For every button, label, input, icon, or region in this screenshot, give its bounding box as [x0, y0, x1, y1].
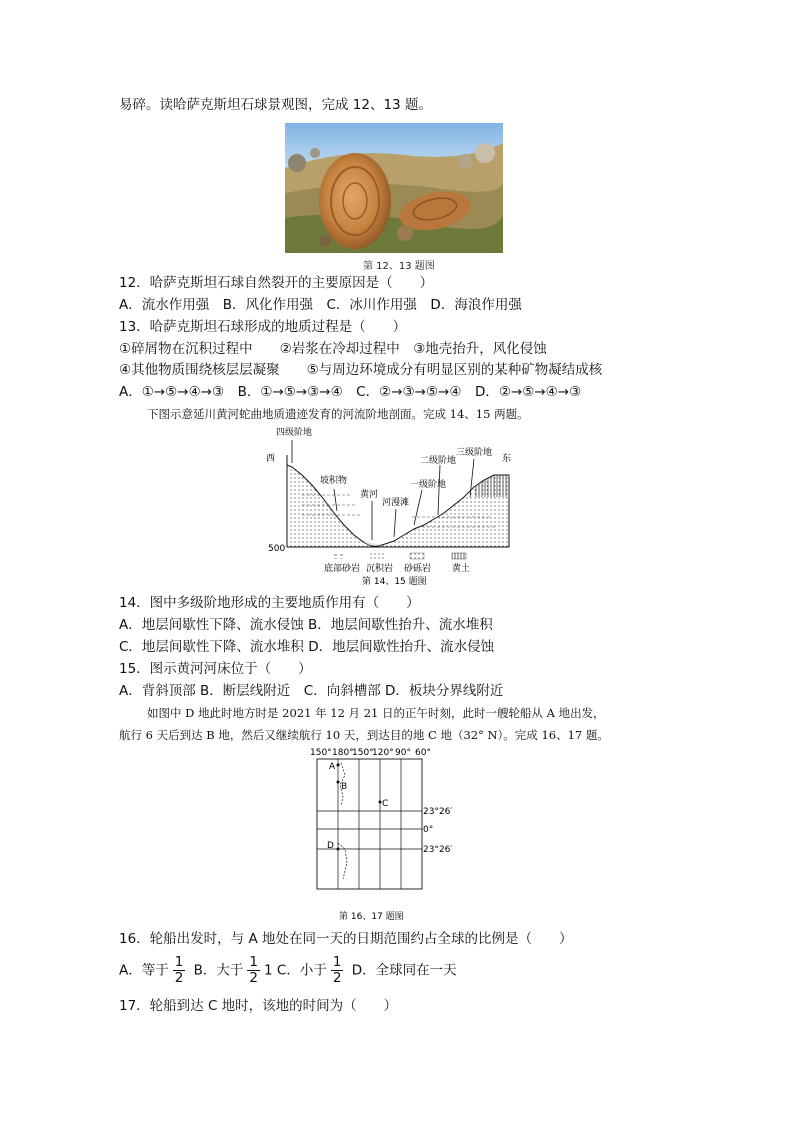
legend-label-2: 沉积岩	[366, 564, 394, 574]
q13-stem: 13．哈萨克斯坦石球形成的地质过程是（ ）	[119, 319, 407, 335]
label-west: 西	[266, 454, 276, 464]
label-east: 东	[502, 454, 512, 464]
fraction-half-a: $\frac{1}{2}$	[174, 954, 184, 986]
legend-swatch-4	[452, 553, 466, 559]
q16-option-d: D．全球同在一天	[351, 962, 457, 979]
label-b: B	[341, 782, 348, 792]
q16-options	[119, 955, 457, 986]
q15-stem: 15．图示黄河河床位于（ ）	[119, 661, 312, 677]
lon-label-2: 150°	[352, 748, 374, 758]
q16-option-b: B．大于	[193, 962, 244, 979]
label-slope: 坡积物	[320, 476, 348, 486]
lat-label-2: 23°26′	[423, 845, 453, 855]
q12-stem: 12．哈萨克斯坦石球自然裂开的主要原因是（ ）	[119, 275, 434, 291]
intro-16-17-line2: 航行 6 天后到达 B 地，然后又继续航行 10 天，到达目的地 C 地（32° N）。完成 16、17 题。	[119, 728, 609, 742]
label-a: A	[329, 762, 336, 772]
lon-label-0: 150°	[310, 748, 332, 758]
q14-stem: 14．图中多级阶地形成的主要地质作用有（ ）	[119, 595, 420, 611]
lon-label-4: 90°	[395, 748, 411, 758]
label-d: D	[327, 841, 334, 851]
arrow-floodplain	[394, 509, 396, 537]
label-t3: 三级阶地	[456, 448, 493, 458]
q17-stem: 17．轮船到达 C 地时，该地的时间为（ ）	[119, 998, 398, 1014]
legend-swatch-3	[410, 553, 424, 559]
map-caption: 第 16、17 题图	[339, 912, 404, 922]
q13-options: A．①→⑤→④→③ B．①→⑤→③→④ C．②→③→⑤→④ D．②→⑤→④→③	[119, 384, 582, 400]
lon-label-3: 120°	[372, 748, 394, 758]
fraction-half-c: $\frac{1}{2}$	[332, 954, 342, 986]
arrow-t2	[438, 465, 440, 515]
legend-swatch-2	[370, 553, 384, 559]
arrow-t1	[414, 490, 422, 525]
arrow-slope	[334, 489, 337, 511]
lon-label-5: 60°	[415, 748, 431, 758]
q16-stem: 16．轮船出发时，与 A 地处在同一天的日期范围约占全球的比例是（ ）	[119, 931, 573, 947]
legend-swatch-1	[332, 553, 346, 559]
legend-label-1: 底部砂岩	[324, 564, 361, 574]
label-t1: 一级阶地	[410, 480, 447, 490]
q13-items-1: ①碎屑物在沉积过程中 ②岩浆在冷却过程中 ③地壳抬升，风化侵蚀	[119, 341, 547, 357]
terrace-profile-diagram	[262, 425, 524, 587]
label-floodplain: 河漫滩	[382, 498, 410, 508]
q13-items-2: ④其他物质围绕核层层凝聚 ⑤与周边环境成分有明显区别的某种矿物凝结成核	[119, 362, 603, 378]
lat-label-0: 0°	[423, 825, 434, 835]
q16-option-b-tail: 1	[264, 962, 273, 979]
profile-caption: 第 14、15 题图	[362, 577, 427, 587]
route-grid-map	[305, 745, 455, 925]
fraction-half-b: $\frac{1}{2}$	[249, 954, 258, 986]
stone-ball-photo	[285, 123, 503, 253]
legend-label-3: 砂砾岩	[404, 564, 432, 574]
point-d	[337, 848, 340, 851]
label-t4: 四级阶地	[276, 428, 313, 438]
label-c: C	[382, 799, 389, 809]
legend-label-4: 黄土	[452, 564, 471, 574]
label-elevation: 500	[268, 544, 286, 554]
point-b	[337, 781, 340, 784]
loess-layer	[474, 475, 509, 497]
point-a	[337, 764, 340, 767]
lon-label-1: 180°	[332, 748, 354, 758]
intro-14-15: 下图示意延川黄河蛇曲地质遗迹发育的河流阶地剖面。完成 14、15 两题。	[147, 407, 529, 421]
photo-caption: 第 12、13 题图	[363, 261, 435, 272]
q16-option-a: A．等于	[119, 962, 169, 979]
lat-label-1: 23°26′	[423, 807, 453, 817]
q15-options: A．背斜顶部 B．断层线附近 C．向斜槽部 D．板块分界线附近	[119, 683, 504, 699]
intro-text: 易碎。读哈萨克斯坦石球景观图，完成 12、13 题。	[119, 97, 432, 113]
q14-options-2: C．地层间歇性下降、流水堆积 D．地层间歇性抬升、流水侵蚀	[119, 639, 495, 655]
q14-options-1: A．地层间歇性下降、流水侵蚀 B．地层间歇性抬升、流水堆积	[119, 617, 493, 633]
label-t2: 二级阶地	[420, 456, 457, 466]
q12-options: A．流水作用强 B．风化作用强 C．冰川作用强 D．海浪作用强	[119, 297, 522, 313]
map-frame	[317, 759, 422, 889]
q16-option-c: C．小于	[276, 962, 327, 979]
label-river: 黄河	[360, 490, 379, 500]
intro-16-17-line1: 如图中 D 地此时地方时是 2021 年 12 月 21 日的正午时刻，此时一艘轮船从 A 地出发，	[147, 706, 605, 720]
